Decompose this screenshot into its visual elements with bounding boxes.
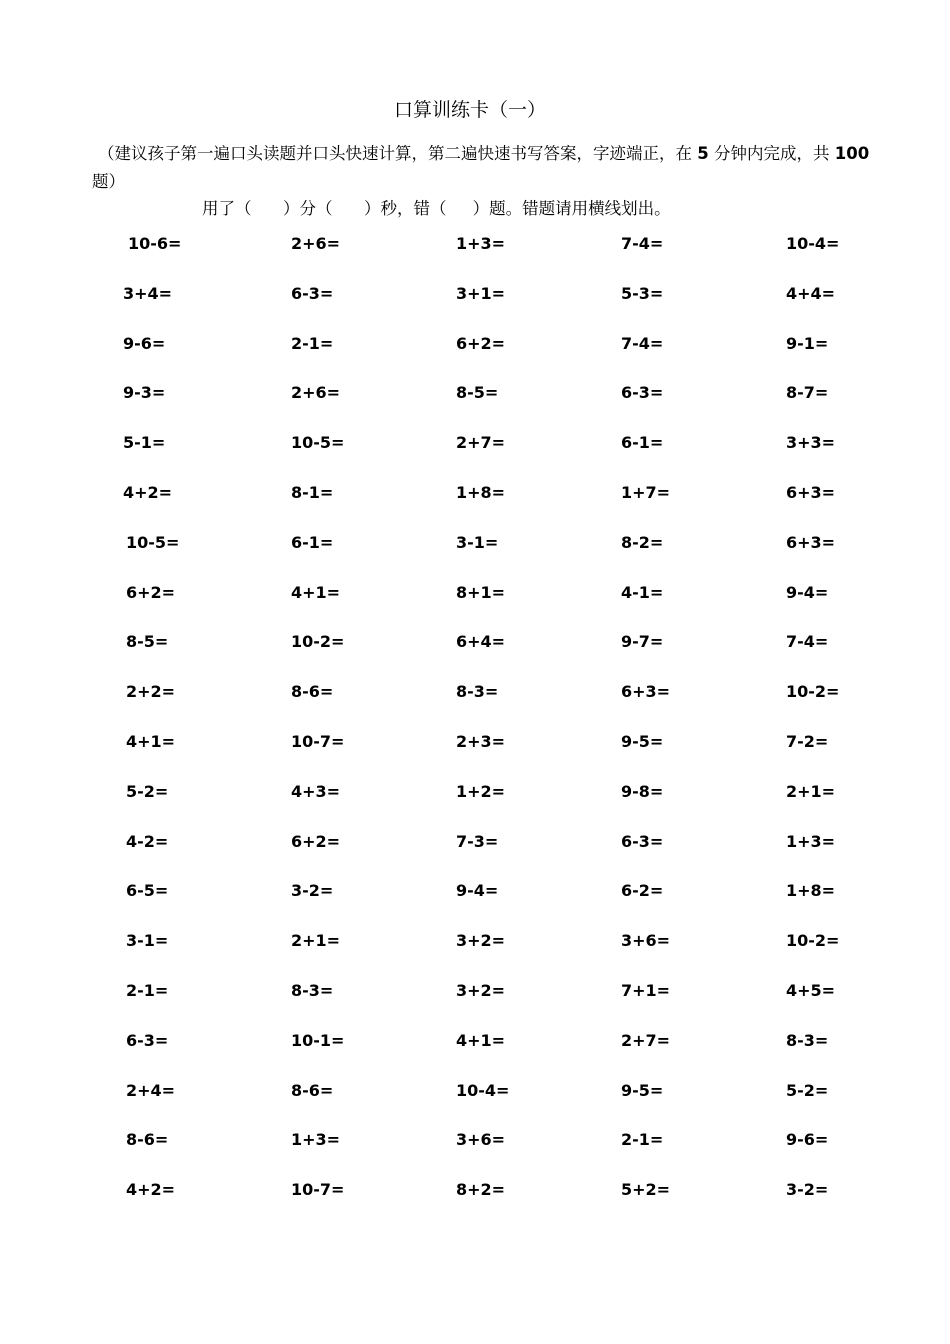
problem-r5-c4: 6-1= xyxy=(621,433,664,452)
problem-r19-c3: 3+6= xyxy=(456,1130,506,1149)
problem-r16-c3: 3+2= xyxy=(456,981,506,1000)
problem-r4-c2: 2+6= xyxy=(291,383,341,402)
problem-r20-c2: 10-7= xyxy=(291,1180,345,1199)
problem-r20-c3: 8+2= xyxy=(456,1180,506,1199)
problem-r10-c3: 8-3= xyxy=(456,682,499,701)
problem-r9-c5: 7-4= xyxy=(786,632,829,651)
problem-r1-c4: 7-4= xyxy=(621,234,664,253)
timer-line: 用了（ ）分（ ）秒，错（ ）题。错题请用横线划出。 xyxy=(202,199,671,218)
problem-r11-c1: 4+1= xyxy=(126,732,176,751)
instructions-open-paren: （ xyxy=(98,144,115,163)
problem-r14-c5: 1+8= xyxy=(786,881,836,900)
problem-r17-c5: 8-3= xyxy=(786,1031,829,1050)
problem-r15-c1: 3-1= xyxy=(126,931,169,950)
problem-r20-c1: 4+2= xyxy=(126,1180,176,1199)
problem-r8-c1: 6+2= xyxy=(126,583,176,602)
problem-r10-c4: 6+3= xyxy=(621,682,671,701)
problem-r7-c4: 8-2= xyxy=(621,533,664,552)
instructions-count: 100 xyxy=(834,144,870,163)
problem-r13-c5: 1+3= xyxy=(786,832,836,851)
problem-r2-c1: 3+4= xyxy=(123,284,173,303)
problem-r11-c2: 10-7= xyxy=(291,732,345,751)
problem-r13-c1: 4-2= xyxy=(126,832,169,851)
problem-r2-c2: 6-3= xyxy=(291,284,334,303)
problem-r19-c5: 9-6= xyxy=(786,1130,829,1149)
problem-r17-c4: 2+7= xyxy=(621,1031,671,1050)
problem-r3-c5: 9-1= xyxy=(786,334,829,353)
problem-r18-c1: 2+4= xyxy=(126,1081,176,1100)
problem-r3-c1: 9-6= xyxy=(123,334,166,353)
problem-r16-c1: 2-1= xyxy=(126,981,169,1000)
problem-r16-c5: 4+5= xyxy=(786,981,836,1000)
problem-r10-c1: 2+2= xyxy=(126,682,176,701)
problem-r19-c2: 1+3= xyxy=(291,1130,341,1149)
problem-r5-c2: 10-5= xyxy=(291,433,345,452)
problem-r15-c2: 2+1= xyxy=(291,931,341,950)
problem-r6-c4: 1+7= xyxy=(621,483,671,502)
problem-r4-c5: 8-7= xyxy=(786,383,829,402)
problem-r1-c1: 10-6= xyxy=(128,234,182,253)
problem-r5-c3: 2+7= xyxy=(456,433,506,452)
problem-r7-c1: 10-5= xyxy=(126,533,180,552)
problem-r3-c4: 7-4= xyxy=(621,334,664,353)
problem-r6-c2: 8-1= xyxy=(291,483,334,502)
problem-r10-c2: 8-6= xyxy=(291,682,334,701)
problem-r12-c1: 5-2= xyxy=(126,782,169,801)
problem-r13-c4: 6-3= xyxy=(621,832,664,851)
problem-r4-c3: 8-5= xyxy=(456,383,499,402)
problem-r7-c5: 6+3= xyxy=(786,533,836,552)
problem-r20-c5: 3-2= xyxy=(786,1180,829,1199)
problem-r11-c4: 9-5= xyxy=(621,732,664,751)
problem-r14-c2: 3-2= xyxy=(291,881,334,900)
problem-r15-c3: 3+2= xyxy=(456,931,506,950)
problem-r17-c1: 6-3= xyxy=(126,1031,169,1050)
problem-r2-c4: 5-3= xyxy=(621,284,664,303)
problem-r16-c4: 7+1= xyxy=(621,981,671,1000)
problem-r15-c4: 3+6= xyxy=(621,931,671,950)
problem-r14-c4: 6-2= xyxy=(621,881,664,900)
problem-r12-c5: 2+1= xyxy=(786,782,836,801)
problem-r12-c4: 9-8= xyxy=(621,782,664,801)
problem-r20-c4: 5+2= xyxy=(621,1180,671,1199)
problem-r3-c3: 6+2= xyxy=(456,334,506,353)
problem-r5-c5: 3+3= xyxy=(786,433,836,452)
problem-r17-c2: 10-1= xyxy=(291,1031,345,1050)
problem-r17-c3: 4+1= xyxy=(456,1031,506,1050)
problem-r16-c2: 8-3= xyxy=(291,981,334,1000)
problem-r14-c1: 6-5= xyxy=(126,881,169,900)
problem-r19-c1: 8-6= xyxy=(126,1130,169,1149)
problem-r14-c3: 9-4= xyxy=(456,881,499,900)
problem-r18-c5: 5-2= xyxy=(786,1081,829,1100)
problem-r6-c3: 1+8= xyxy=(456,483,506,502)
problem-r11-c3: 2+3= xyxy=(456,732,506,751)
problem-r11-c5: 7-2= xyxy=(786,732,829,751)
problem-r6-c5: 6+3= xyxy=(786,483,836,502)
problem-r18-c3: 10-4= xyxy=(456,1081,510,1100)
problem-r12-c2: 4+3= xyxy=(291,782,341,801)
problem-r18-c4: 9-5= xyxy=(621,1081,664,1100)
problem-r4-c4: 6-3= xyxy=(621,383,664,402)
problem-r13-c3: 7-3= xyxy=(456,832,499,851)
problem-r5-c1: 5-1= xyxy=(123,433,166,452)
problem-r8-c5: 9-4= xyxy=(786,583,829,602)
problem-r10-c5: 10-2= xyxy=(786,682,840,701)
problem-r3-c2: 2-1= xyxy=(291,334,334,353)
problem-r9-c1: 8-5= xyxy=(126,632,169,651)
instructions-close-paren: ） xyxy=(108,172,125,191)
problem-r8-c3: 8+1= xyxy=(456,583,506,602)
problem-r15-c5: 10-2= xyxy=(786,931,840,950)
problem-r9-c4: 9-7= xyxy=(621,632,664,651)
problem-r8-c2: 4+1= xyxy=(291,583,341,602)
instructions-minutes: 5 xyxy=(697,144,709,163)
problem-r4-c1: 9-3= xyxy=(123,383,166,402)
instructions-text-3: 题 xyxy=(92,172,109,191)
problem-r12-c3: 1+2= xyxy=(456,782,506,801)
instructions-text-1: 建议孩子第一遍口头读题并口头快速计算，第二遍快速书写答案，字迹端正，在 xyxy=(114,144,698,163)
page-title: 口算训练卡（一） xyxy=(393,99,546,121)
problem-r1-c2: 2+6= xyxy=(291,234,341,253)
problem-r6-c1: 4+2= xyxy=(123,483,173,502)
problem-r2-c5: 4+4= xyxy=(786,284,836,303)
problem-r7-c3: 3-1= xyxy=(456,533,499,552)
problem-r1-c3: 1+3= xyxy=(456,234,506,253)
problem-r9-c3: 6+4= xyxy=(456,632,506,651)
problem-r1-c5: 10-4= xyxy=(786,234,840,253)
problem-r19-c4: 2-1= xyxy=(621,1130,664,1149)
problem-r9-c2: 10-2= xyxy=(291,632,345,651)
problem-r7-c2: 6-1= xyxy=(291,533,334,552)
instructions-text-2: 分钟内完成，共 xyxy=(708,144,835,163)
problem-r2-c3: 3+1= xyxy=(456,284,506,303)
problem-r18-c2: 8-6= xyxy=(291,1081,334,1100)
problem-r8-c4: 4-1= xyxy=(621,583,664,602)
problem-r13-c2: 6+2= xyxy=(291,832,341,851)
